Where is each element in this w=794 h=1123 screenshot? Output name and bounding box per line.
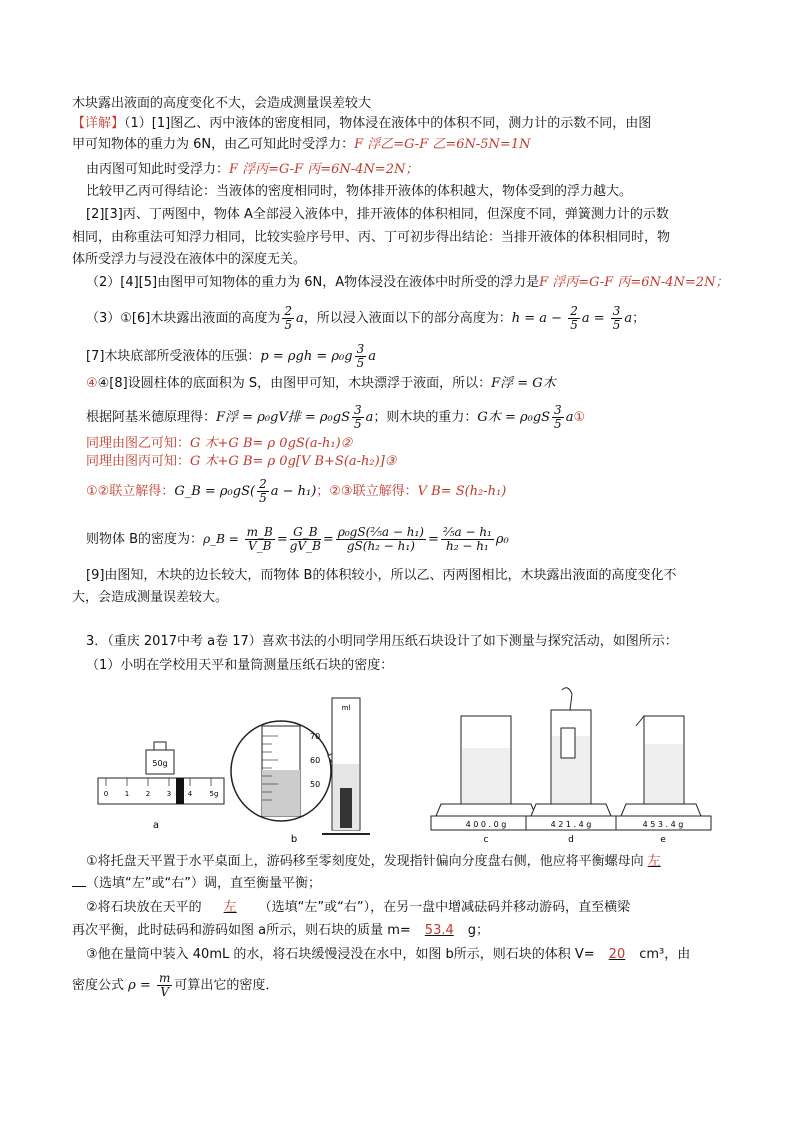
text-span: （2）[4][5]由图甲可知物体的重力为 6N，A物体浸没在液体中时所受的浮力是 bbox=[86, 275, 540, 290]
text-line: 根据阿基米德原理得：F浮 = ρ₀gV排 = ρ₀gS $\frac{3}{5}$ a；则木块的重力：G木 = ρ₀gS $\frac{3}{5}$ a① bbox=[86, 403, 586, 431]
text-span: g； bbox=[467, 923, 490, 938]
figure-label: b bbox=[290, 834, 298, 845]
text-span: （选填“左”或“右”），在另一盘中增减砝码并移动游码，直至横梁 bbox=[258, 900, 631, 915]
ruler-tick: 5g bbox=[209, 790, 219, 798]
step-3 bbox=[86, 945, 690, 965]
answer-4: 20 bbox=[608, 947, 626, 962]
cylinder-tick: 70 bbox=[310, 732, 321, 741]
step-3-cont: 密度公式 ρ = $\frac{m}{V}$ 可算出它的密度． bbox=[72, 971, 279, 999]
text-span: ①将托盘天平置于水平桌面上，游码移至零刻度处，发现指针偏向分度盘右侧，他应将平衡螺母向 bbox=[86, 854, 644, 869]
question-3-part-1: （1）小明在学校用天平和量筒测量压纸石块的密度： bbox=[86, 658, 394, 673]
cylinder-unit: ml bbox=[341, 704, 351, 712]
ruler-tick: 4 bbox=[187, 790, 193, 798]
cylinder-tick: 60 bbox=[310, 756, 321, 765]
text-span: 密度公式 bbox=[72, 978, 125, 993]
text-span: ；则木块的重力： bbox=[373, 410, 478, 425]
figure-label: e bbox=[660, 835, 666, 845]
density-formula: $\frac{m}{V}$ bbox=[158, 971, 171, 999]
text-span: （3）①[6]木块露出液面的高度为 bbox=[86, 311, 281, 326]
scale-figure-d bbox=[526, 688, 616, 845]
text-span: 再次平衡，此时砝码和游码如图 a所示，则石块的质量 m= bbox=[72, 923, 411, 938]
figure-label: a bbox=[152, 820, 160, 831]
question-3: 3．（重庆 2017中考 a卷 17）喜欢书法的小明同学用压纸石块设计了如下测量与探究活动，如图所示： bbox=[86, 634, 678, 649]
text-line: 体所受浮力与浸没在液体中的深度无关。 bbox=[72, 252, 307, 267]
formula: G 木+G B= ρ 0gS(a-h₁)② bbox=[190, 436, 353, 451]
text-line bbox=[72, 135, 530, 155]
formula: F 浮丙=G-F 丙=6N-4N=2N； bbox=[229, 162, 419, 177]
step-2 bbox=[86, 898, 630, 918]
text-span: cm³，由 bbox=[639, 947, 691, 962]
text-span: ③他在量筒中装入 40mL 的水，将石块缓慢浸没在水中，如图 b所示，则石块的体积 V= bbox=[86, 947, 595, 962]
ruler-tick: 2 bbox=[145, 790, 151, 798]
text-line: （3）①[6]木块露出液面的高度为 $\frac{2}{5}$ a，所以浸入液面以下的部分高度为：h = a − $\frac{2}{5}$ a = $\frac{3}{5}$ a； bbox=[86, 304, 646, 332]
text-line bbox=[86, 452, 396, 472]
weight-and-ruler-figure bbox=[98, 742, 224, 831]
text-line: 比较甲乙丙可得结论：当液体的密度相同时，物体排开液体的体积越大，物体受到的浮力越大。 bbox=[86, 184, 633, 199]
text-span: ②将石块放在天平的 bbox=[86, 900, 202, 915]
text-line: [2][3]丙、丁两图中，物体 A全部浸入液体中，排开液体的体积相同，但深度不同，弹簧测力计的示数 bbox=[86, 207, 669, 222]
text-span: [7]木块底部所受液体的压强： bbox=[86, 349, 261, 364]
text-span: （选填“左”或“右”）调，直至衡量平衡； bbox=[86, 876, 321, 891]
text-span: 根据阿基米德原理得： bbox=[86, 410, 217, 425]
formula: F 浮乙=G-F 乙=6N-5N=1N bbox=[354, 137, 531, 152]
text-line: 相同，由称重法可知浮力相同，比较实验序号甲、丙、丁可初步得出结论：当排开液体的体积相同时，物 bbox=[72, 230, 671, 245]
text-line bbox=[86, 160, 418, 180]
ruler-tick: 1 bbox=[124, 790, 130, 798]
text-span: ④[8]设圆柱体的底面积为 S，由图甲可知，木块漂浮于液面，所以： bbox=[97, 376, 492, 391]
text-span: 可算出它的密度． bbox=[174, 978, 279, 993]
detail-tag: 【详解】 bbox=[72, 116, 125, 131]
weight-label: 50g bbox=[152, 759, 168, 768]
text-line bbox=[72, 114, 651, 134]
text-span: ①②联立解得： bbox=[86, 484, 175, 499]
text-span: ；②③联立解得： bbox=[316, 484, 418, 499]
step-1 bbox=[86, 852, 665, 872]
text-span: 同理由图丙可知： bbox=[86, 454, 191, 469]
figure-label: d bbox=[568, 835, 574, 845]
fraction: $\frac{2}{5}$ bbox=[284, 304, 292, 332]
text-line: ④④[8]设圆柱体的底面积为 S，由图甲可知，木块漂浮于液面，所以：F浮 = G木 bbox=[86, 376, 556, 391]
text-span: 则物体 B的密度为： bbox=[86, 532, 204, 547]
ruler-tick: 3 bbox=[166, 790, 172, 798]
text-span: 甲可知物体的重力为 6N，由乙可知此时受浮力： bbox=[72, 137, 355, 152]
cylinder-figure bbox=[231, 698, 370, 845]
blank-line bbox=[72, 886, 86, 887]
text-line: ①②联立解得：G_B = ρ₀gS( $\frac{2}{5}$ a − h₁)；②③联立解得：V B= S(h₂-h₁) bbox=[86, 477, 507, 505]
text-span: ，所以浸入液面以下的部分高度为： bbox=[303, 311, 512, 326]
experiment-figures bbox=[96, 686, 716, 846]
step-2-cont bbox=[72, 921, 489, 941]
formula: G 木+G B= ρ 0g[V B+S(a-h₂)]③ bbox=[190, 454, 397, 469]
scale-figure-c bbox=[431, 716, 541, 845]
text-span: 由丙图可知此时受浮力： bbox=[86, 162, 230, 177]
text-line: [9]由图知，木块的边长较大，而物体 B的体积较小，所以乙、丙两图相比，木块露出液面的高度变化不 bbox=[86, 568, 677, 583]
formula: V B= S(h₂-h₁) bbox=[417, 484, 507, 499]
answer-2: 左 bbox=[223, 900, 237, 915]
text-line: 木块露出液面的高度变化不大，会造成测量误差较大 bbox=[72, 96, 372, 111]
answer-3: 53.4 bbox=[424, 923, 454, 938]
scale-figure-e bbox=[616, 716, 711, 845]
text-line bbox=[86, 434, 352, 454]
cylinder-tick: 50 bbox=[310, 780, 321, 789]
answer-1: 左 bbox=[647, 854, 661, 869]
text-span: （1）[1]图乙、丙中液体的密度相同，物体浸在液体中的体积不同，测力计的示数不同，由图 bbox=[124, 116, 652, 131]
scale-readout: 4 2 1 . 4 g bbox=[550, 820, 592, 829]
scale-readout: 4 0 0 . 0 g bbox=[465, 820, 507, 829]
formula: F 浮丙=G-F 丙=6N-4N=2N； bbox=[539, 275, 729, 290]
step-1-cont bbox=[72, 874, 321, 894]
scale-readout: 4 5 3 . 4 g bbox=[642, 820, 684, 829]
text-span: 同理由图乙可知： bbox=[86, 436, 191, 451]
text-line: [7]木块底部所受液体的压强：p = ρgh = ρ₀g $\frac{3}{5}$ a bbox=[86, 342, 376, 370]
text-line: 大，会造成测量误差较大。 bbox=[72, 590, 229, 605]
ruler-tick: 0 bbox=[103, 790, 109, 798]
text-line bbox=[86, 273, 728, 293]
figure-label: c bbox=[483, 835, 489, 845]
text-line: 则物体 B的密度为：ρ_B = $\frac{m\_B}{V\_B}$ = $\frac{G\_B}{gV\_B}$ = $\frac{\text{ρ₀gS(⅖a − h₁)}}{\text{gS(h₂ − h₁)}}$ = $\frac{\text{⅖a − h₁}}{\text{h₂ − h₁}}$ ρ₀ bbox=[86, 525, 509, 553]
